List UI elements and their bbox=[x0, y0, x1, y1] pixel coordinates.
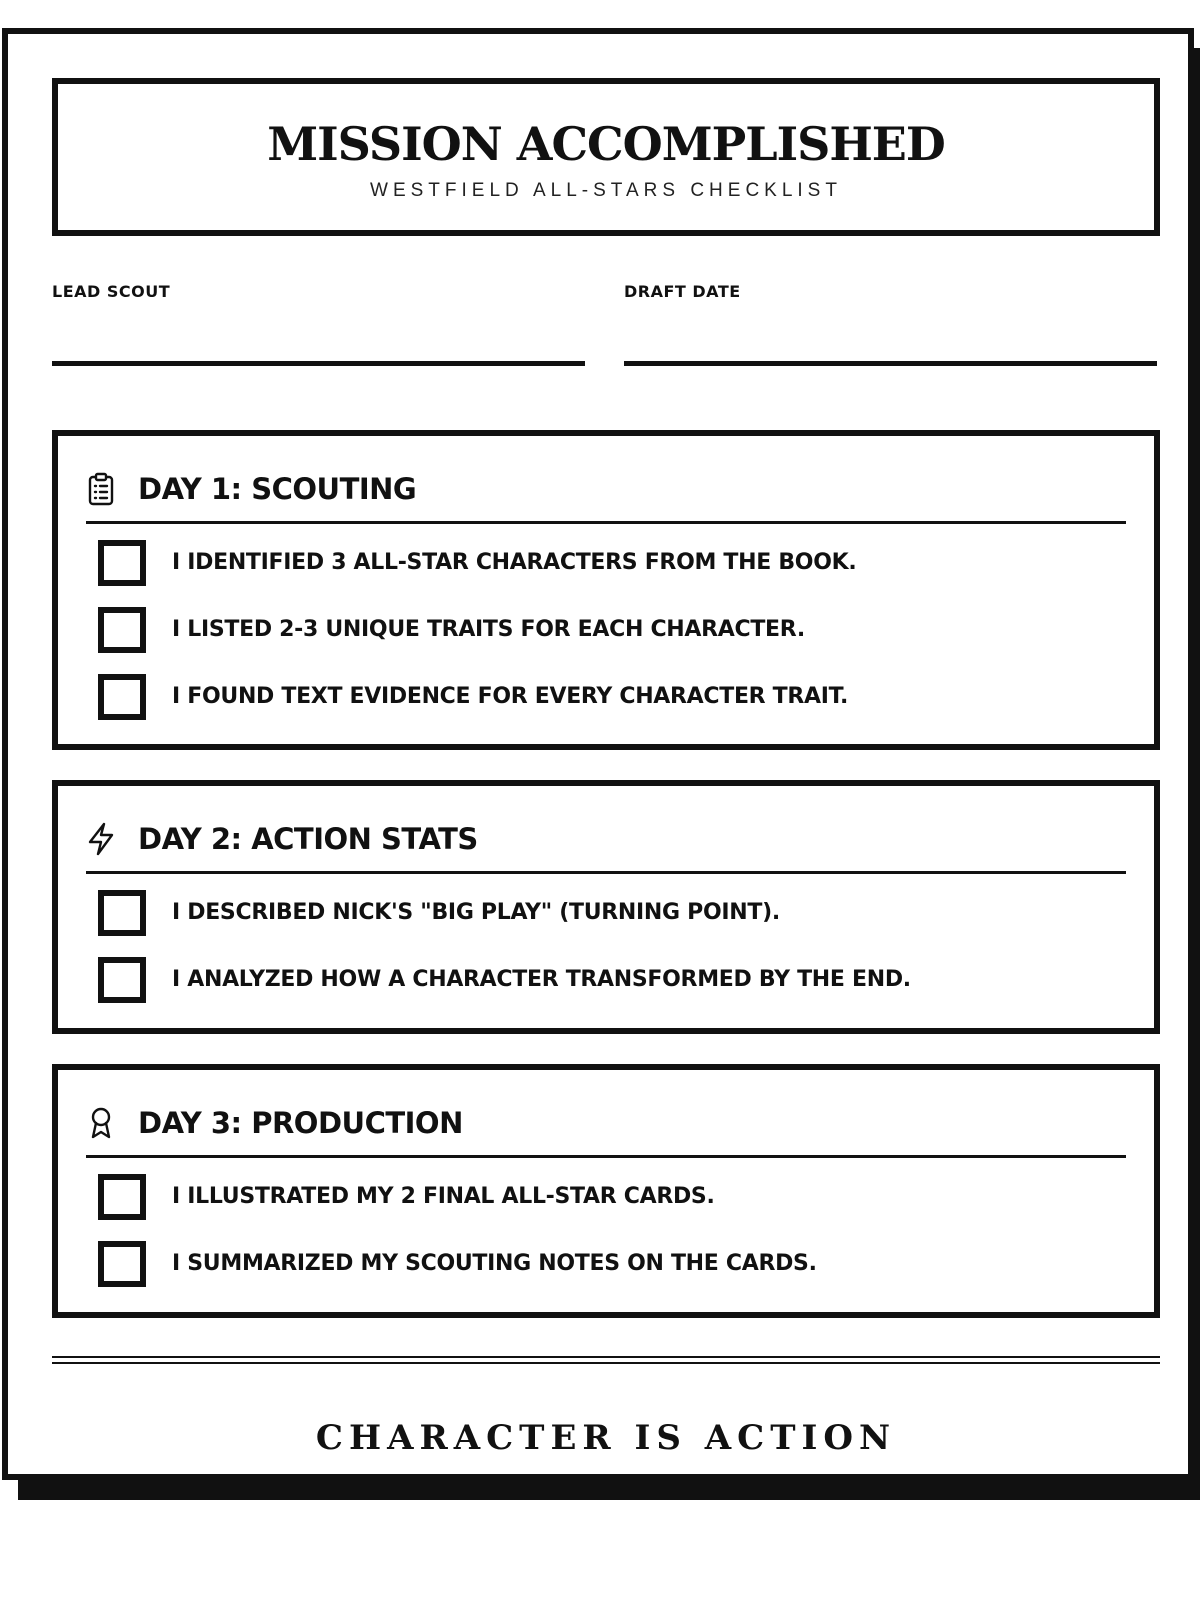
checklist-item-label: I ILLUSTRATED MY 2 FINAL ALL-STAR CARDS. bbox=[172, 1184, 715, 1209]
checklist-sheet bbox=[2, 28, 1194, 1480]
section-title: DAY 3: PRODUCTION bbox=[138, 1106, 463, 1140]
section-day-3 bbox=[52, 1064, 1160, 1318]
checklist-items bbox=[98, 540, 1118, 741]
checklist-item-label: I ANALYZED HOW A CHARACTER TRANSFORMED BY THE END. bbox=[172, 967, 911, 992]
checklist-item-label: I IDENTIFIED 3 ALL-STAR CHARACTERS FROM THE BOOK. bbox=[172, 550, 857, 575]
footer-motto: CHARACTER IS ACTION bbox=[315, 1418, 897, 1458]
checklist-item bbox=[98, 1241, 1118, 1308]
checkbox[interactable] bbox=[98, 607, 146, 653]
checkbox[interactable] bbox=[98, 540, 146, 586]
draft-date-field bbox=[624, 282, 1157, 366]
section-header bbox=[86, 466, 1126, 524]
lead-scout-field bbox=[52, 282, 585, 366]
section-title: DAY 1: SCOUTING bbox=[138, 472, 417, 506]
lightning-icon bbox=[86, 822, 116, 856]
checkbox[interactable] bbox=[98, 890, 146, 936]
checklist-items bbox=[98, 1174, 1118, 1308]
clipboard-icon bbox=[86, 472, 116, 506]
lead-scout-label: LEAD SCOUT bbox=[52, 282, 171, 301]
page-subtitle: WESTFIELD ALL-STARS CHECKLIST bbox=[370, 180, 842, 201]
page-title: MISSION ACCOMPLISHED bbox=[267, 117, 945, 171]
checkbox[interactable] bbox=[98, 674, 146, 720]
checklist-item-label: I FOUND TEXT EVIDENCE FOR EVERY CHARACTER TRAIT. bbox=[172, 684, 849, 709]
checklist-item bbox=[98, 1174, 1118, 1241]
checklist-item bbox=[98, 607, 1118, 674]
checklist-item bbox=[98, 540, 1118, 607]
footer-divider bbox=[52, 1356, 1160, 1364]
checklist-items bbox=[98, 890, 1118, 1024]
checkbox[interactable] bbox=[98, 957, 146, 1003]
checklist-item-label: I DESCRIBED NICK'S "BIG PLAY" (TURNING POINT). bbox=[172, 900, 780, 925]
section-day-2 bbox=[52, 780, 1160, 1034]
section-header bbox=[86, 1100, 1126, 1158]
checklist-item-label: I SUMMARIZED MY SCOUTING NOTES ON THE CARDS. bbox=[172, 1251, 817, 1276]
section-title: DAY 2: ACTION STATS bbox=[138, 822, 478, 856]
lead-scout-input[interactable] bbox=[52, 361, 585, 366]
title-box bbox=[52, 78, 1160, 236]
checklist-item bbox=[98, 674, 1118, 741]
checklist-item bbox=[98, 957, 1118, 1024]
checkbox[interactable] bbox=[98, 1241, 146, 1287]
award-icon bbox=[86, 1106, 116, 1140]
checklist-item bbox=[98, 890, 1118, 957]
draft-date-label: DRAFT DATE bbox=[624, 282, 741, 301]
checkbox[interactable] bbox=[98, 1174, 146, 1220]
section-day-1 bbox=[52, 430, 1160, 750]
draft-date-input[interactable] bbox=[624, 361, 1157, 366]
checklist-item-label: I LISTED 2-3 UNIQUE TRAITS FOR EACH CHARACTER. bbox=[172, 617, 805, 642]
section-header bbox=[86, 816, 1126, 874]
